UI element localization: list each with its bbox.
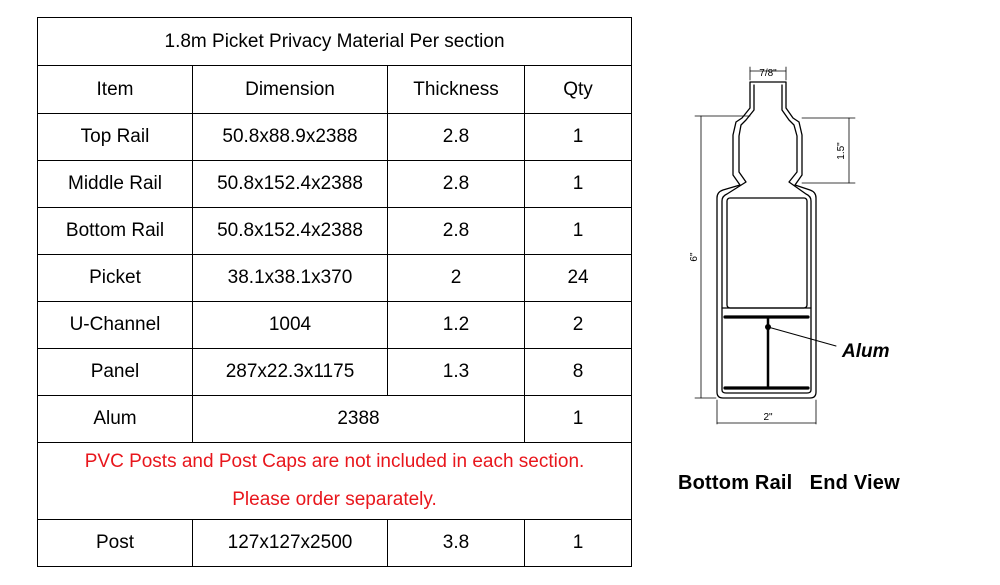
dim-top-width-label: 7/8" — [759, 68, 777, 79]
dim-left-height-label: 6" — [689, 252, 700, 262]
note-cell — [38, 443, 632, 520]
header-dimension: Dimension — [193, 66, 388, 114]
cell-item: Panel — [38, 349, 193, 396]
alum-callout-label: Alum — [842, 341, 890, 362]
cell-thickness: 3.8 — [388, 520, 525, 567]
cell-qty: 2 — [525, 302, 632, 349]
table-row — [38, 349, 632, 396]
cell-thickness: 2.8 — [388, 161, 525, 208]
cell-qty: 1 — [525, 520, 632, 567]
note-line-2: Please order separately. — [232, 489, 437, 510]
cell-item: Top Rail — [38, 114, 193, 161]
dimension-lines — [695, 67, 855, 424]
header-qty: Qty — [525, 66, 632, 114]
dim-bottom-width-label: 2" — [763, 412, 773, 423]
cell-dimension: 50.8x88.9x2388 — [193, 114, 388, 161]
cell-thickness: 2.8 — [388, 208, 525, 255]
cell-qty: 1 — [525, 396, 632, 443]
table-title: 1.8m Picket Privacy Material Per section — [38, 18, 632, 66]
cell-qty: 1 — [525, 161, 632, 208]
dim-right-height-label: 1.5" — [836, 142, 847, 160]
table-row — [38, 302, 632, 349]
cell-dimension: 50.8x152.4x2388 — [193, 161, 388, 208]
cell-item: Picket — [38, 255, 193, 302]
cell-item: Middle Rail — [38, 161, 193, 208]
cell-item: Post — [38, 520, 193, 567]
table-header-row — [38, 66, 632, 114]
cell-thickness: 1.2 — [388, 302, 525, 349]
table-title-row — [38, 18, 632, 66]
cell-qty: 1 — [525, 208, 632, 255]
cell-qty: 1 — [525, 114, 632, 161]
cell-item: U-Channel — [38, 302, 193, 349]
cell-qty: 8 — [525, 349, 632, 396]
cell-dimension: 38.1x38.1x370 — [193, 255, 388, 302]
note-line-1: PVC Posts and Post Caps are not included in each section. — [84, 451, 585, 472]
drawing-caption: Bottom Rail End View — [678, 472, 900, 494]
table-note-row — [38, 443, 632, 520]
table-row — [38, 161, 632, 208]
material-table — [37, 17, 632, 567]
cell-dimension: 1004 — [193, 302, 388, 349]
cell-dimension: 2388 — [193, 396, 525, 443]
cell-qty: 24 — [525, 255, 632, 302]
bottom-rail-end-view-drawing — [660, 55, 920, 435]
cell-item: Alum — [38, 396, 193, 443]
table-row-alum — [38, 396, 632, 443]
header-thickness: Thickness — [388, 66, 525, 114]
rail-profile — [717, 82, 816, 398]
cell-item: Bottom Rail — [38, 208, 193, 255]
table-row — [38, 208, 632, 255]
cell-thickness: 1.3 — [388, 349, 525, 396]
alum-insert — [725, 317, 836, 388]
cell-dimension: 50.8x152.4x2388 — [193, 208, 388, 255]
dimension-labels — [689, 68, 890, 423]
cell-dimension: 127x127x2500 — [193, 520, 388, 567]
table-row — [38, 114, 632, 161]
table-row — [38, 255, 632, 302]
cell-thickness: 2.8 — [388, 114, 525, 161]
cell-dimension: 287x22.3x1175 — [193, 349, 388, 396]
cell-thickness: 2 — [388, 255, 525, 302]
header-item: Item — [38, 66, 193, 114]
table-row-post — [38, 520, 632, 567]
